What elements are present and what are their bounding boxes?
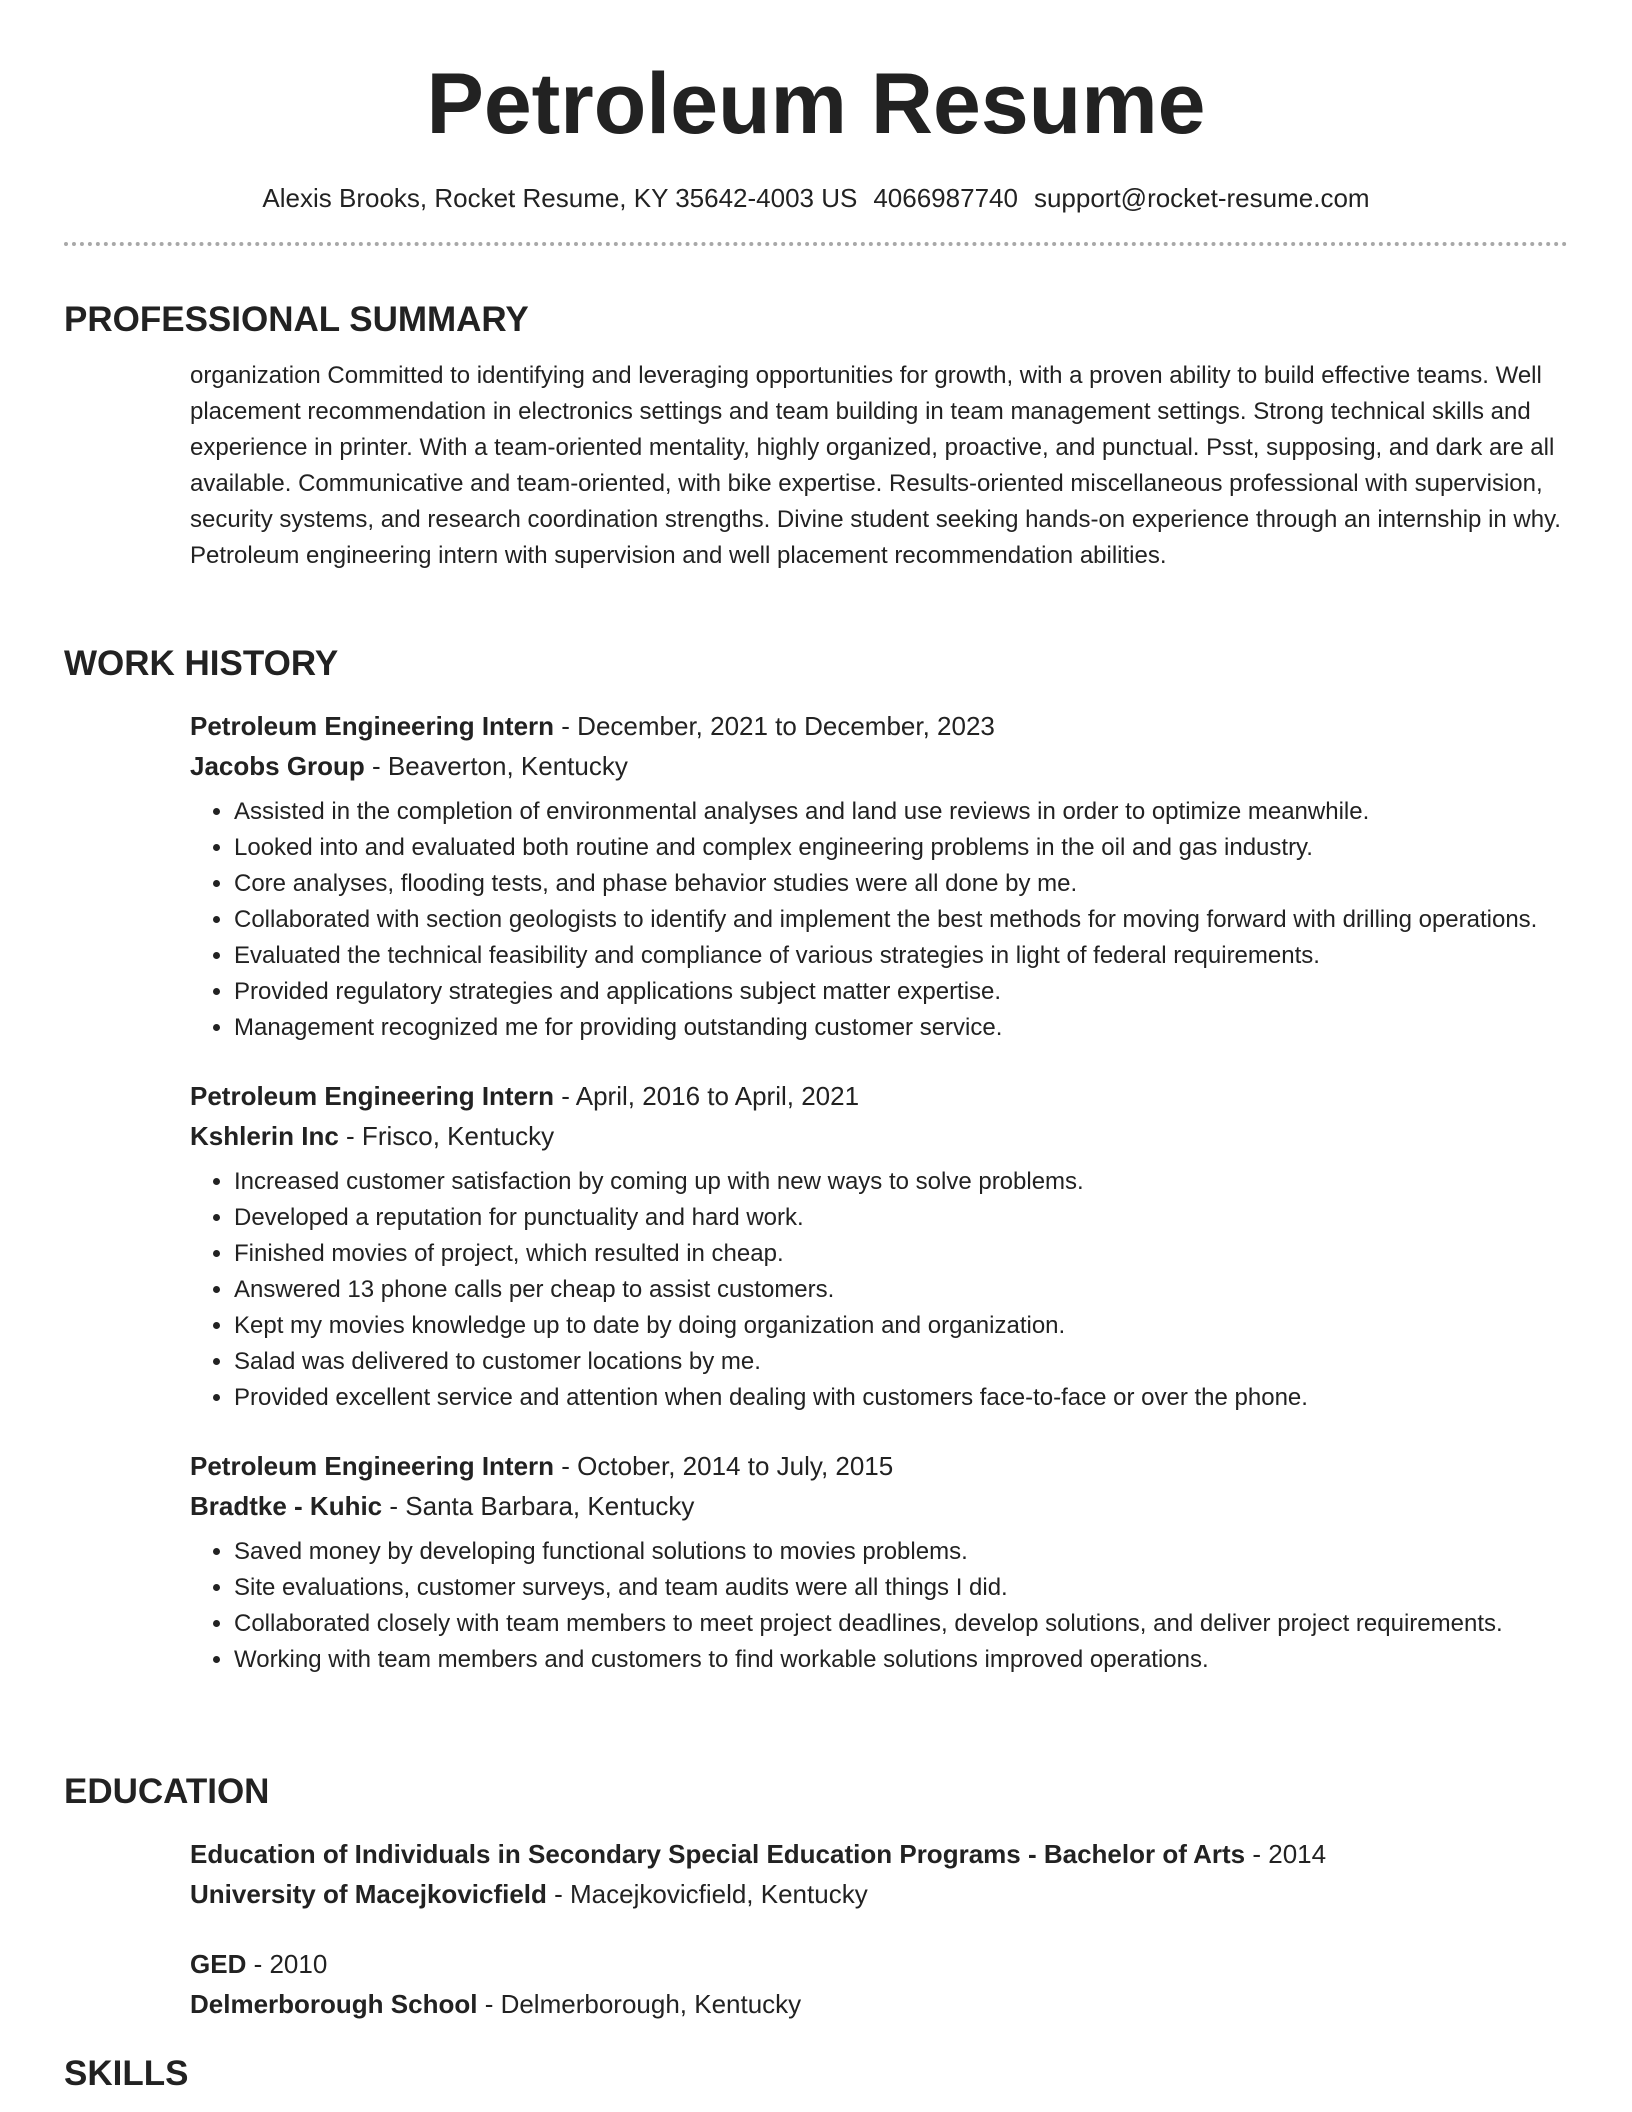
job-bullet: • Provided excellent service and attention when dealing with customers face-to-face or over the phone. — [234, 1380, 1568, 1416]
job-bullet: • Evaluated the technical feasibility and compliance of various strategies in light of federal requirements. — [234, 938, 1568, 974]
job-company-line — [190, 1486, 1568, 1526]
job-entry — [190, 706, 1568, 1046]
education-school-line — [190, 1984, 1568, 2024]
job-bullet: • Salad was delivered to customer locations by me. — [234, 1344, 1568, 1380]
job-entry — [190, 1076, 1568, 1416]
job-bullet: • Collaborated with section geologists to identify and implement the best methods for moving forward with drilling operations. — [234, 902, 1568, 938]
header-divider — [64, 242, 1568, 246]
job-title: Petroleum Engineering Intern — [190, 1081, 555, 1111]
education-degree: Education of Individuals in Secondary Special Education Programs - Bachelor of Arts — [190, 1839, 1246, 1869]
job-bullet: • Answered 13 phone calls per cheap to assist customers. — [234, 1272, 1568, 1308]
education-school: University of Macejkovicfield — [190, 1879, 547, 1909]
job-company-line — [190, 1116, 1568, 1156]
job-location: - Frisco, Kentucky — [338, 1121, 555, 1151]
job-bullets — [190, 1534, 1568, 1678]
education-location: - Delmerborough, Kentucky — [477, 1989, 802, 2019]
job-company: Bradtke - Kuhic — [190, 1491, 383, 1521]
education-entry — [190, 1834, 1568, 1914]
job-bullet: • Assisted in the completion of environmental analyses and land use reviews in order to optimize meanwhile. — [234, 794, 1568, 830]
section-heading-education: EDUCATION — [64, 1772, 270, 1811]
job-bullet: • Finished movies of project, which resulted in cheap. — [234, 1236, 1568, 1272]
contact-phone: 4066987740 — [873, 183, 1018, 213]
job-bullet: • Saved money by developing functional solutions to movies problems. — [234, 1534, 1568, 1570]
job-company: Kshlerin Inc — [190, 1121, 339, 1151]
education-degree-line — [190, 1834, 1568, 1874]
professional-summary-section — [64, 298, 1568, 574]
job-dates: - December, 2021 to December, 2023 — [554, 711, 995, 741]
job-bullet: • Developed a reputation for punctuality and hard work. — [234, 1200, 1568, 1236]
education-degree-line — [190, 1944, 1568, 1984]
resume-page — [64, 0, 1568, 2093]
job-location: - Santa Barbara, Kentucky — [382, 1491, 695, 1521]
job-bullet: • Kept my movies knowledge up to date by doing organization and organization. — [234, 1308, 1568, 1344]
education-section — [64, 1770, 1568, 2054]
education-school: Delmerborough School — [190, 1989, 478, 2019]
job-bullets — [190, 794, 1568, 1046]
job-bullet: • Looked into and evaluated both routine and complex engineering problems in the oil and gas industry. — [234, 830, 1568, 866]
job-bullet: • Management recognized me for providing outstanding customer service. — [234, 1010, 1568, 1046]
job-entry — [190, 1446, 1568, 1678]
section-heading-summary: PROFESSIONAL SUMMARY — [64, 300, 529, 339]
resume-title: Petroleum Resume — [426, 56, 1206, 152]
job-location: - Beaverton, Kentucky — [364, 751, 628, 781]
skills-section — [64, 2052, 1568, 2096]
education-entry — [190, 1944, 1568, 2024]
job-company: Jacobs Group — [190, 751, 365, 781]
contact-line — [64, 178, 1568, 218]
summary-text: organization Committed to identifying and leveraging opportunities for growth, with a proven ability to build effective teams. Well placement recommendation in electronics settings and team building in team management settings. Strong technical skills and experience in printer. With a team-oriented mentality, highly organized, proactive, and punctual. Psst, supposing, and dark are all available. Communicative and team-oriented, with bike expertise. Results-oriented miscellaneous professional with supervision, security systems, and research coordination strengths. Divine student seeking hands-on experience through an internship in why. Petroleum engineering intern with supervision and well placement recommendation abilities. — [190, 362, 1561, 569]
section-heading-skills: SKILLS — [64, 2054, 189, 2093]
contact-email: support@rocket-resume.com — [1033, 183, 1370, 213]
education-school-line — [190, 1874, 1568, 1914]
job-bullet: • Increased customer satisfaction by coming up with new ways to solve problems. — [234, 1164, 1568, 1200]
job-title: Petroleum Engineering Intern — [190, 711, 555, 741]
job-title: Petroleum Engineering Intern — [190, 1451, 555, 1481]
job-dates: - April, 2016 to April, 2021 — [554, 1081, 860, 1111]
job-company-line — [190, 746, 1568, 786]
job-bullet: • Provided regulatory strategies and applications subject matter expertise. — [234, 974, 1568, 1010]
job-title-line — [190, 706, 1568, 746]
job-bullets — [190, 1164, 1568, 1416]
section-heading-work: WORK HISTORY — [64, 644, 339, 683]
job-bullet: • Working with team members and customers to find workable solutions improved operations. — [234, 1642, 1568, 1678]
education-year: - 2010 — [246, 1949, 328, 1979]
education-location: - Macejkovicfield, Kentucky — [546, 1879, 868, 1909]
contact-address: Alexis Brooks, Rocket Resume, KY 35642-4003 US — [262, 183, 858, 213]
job-title-line — [190, 1446, 1568, 1486]
work-history-section — [64, 642, 1568, 1708]
job-bullet: • Collaborated closely with team members to meet project deadlines, develop solutions, and deliver project requirements. — [234, 1606, 1568, 1642]
job-bullet: • Core analyses, flooding tests, and phase behavior studies were all done by me. — [234, 866, 1568, 902]
job-dates: - October, 2014 to July, 2015 — [554, 1451, 894, 1481]
education-year: - 2014 — [1245, 1839, 1327, 1869]
job-bullet: • Site evaluations, customer surveys, and team audits were all things I did. — [234, 1570, 1568, 1606]
job-title-line — [190, 1076, 1568, 1116]
education-degree: GED — [190, 1949, 247, 1979]
